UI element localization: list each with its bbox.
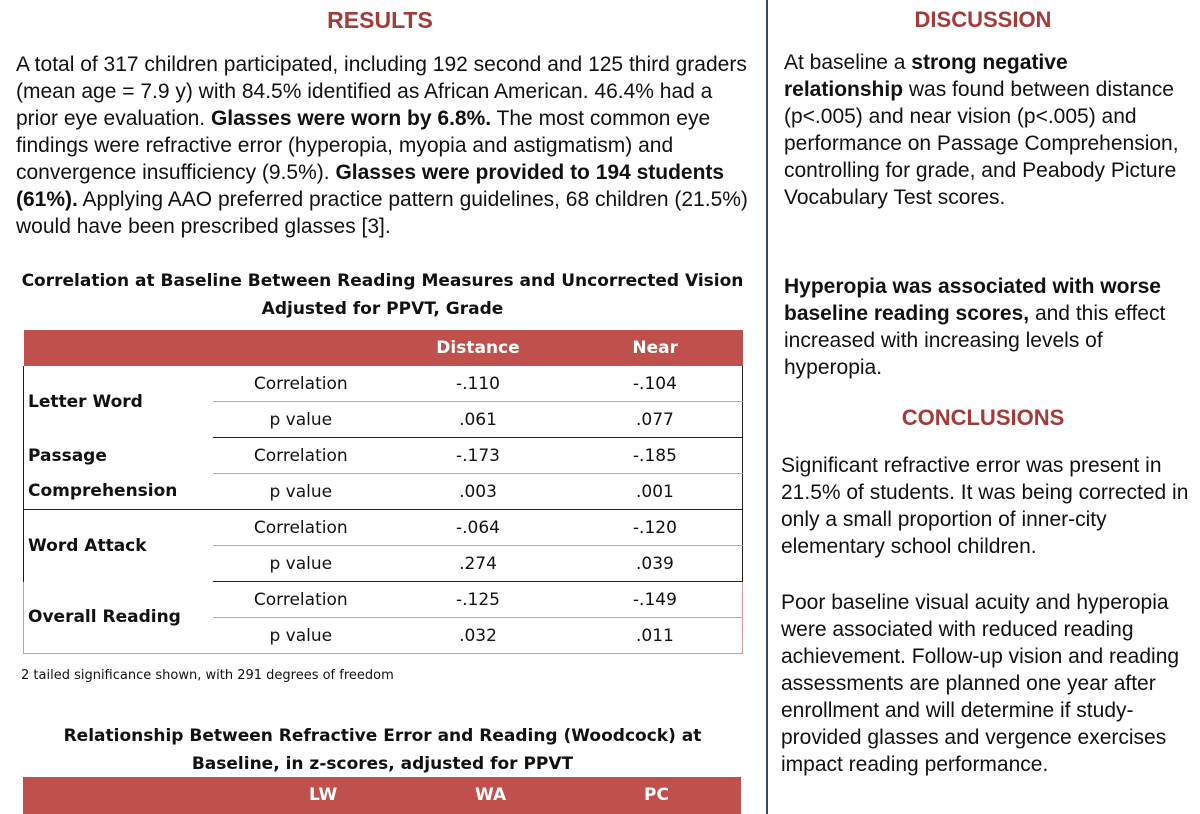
conclusions-paragraph-2: Poor baseline visual acuity and hyperopia were associated with reduced reading achievement. Follow-up vision and reading assessments are planned one year after enrollment and will determine if study-provided glasses and vergence exercises impact reading performance. — [781, 591, 1180, 776]
discussion-column — [778, 0, 1198, 814]
results-paragraph — [16, 51, 751, 240]
measure-letter-word: Letter Word — [24, 366, 214, 438]
table-row: p value .032 .011 — [24, 618, 743, 654]
table-row: p value .061 .077 — [24, 402, 743, 438]
column-divider — [766, 0, 768, 814]
table1-title-line2: Adjusted for PPVT, Grade — [261, 299, 504, 319]
discussion-bold-hyperopia: Hyperopia was associated with worse baseline reading scores, — [784, 275, 1161, 325]
measure-overall-reading: Overall Reading — [24, 582, 214, 654]
table2-title-line2: Baseline, in z-scores, adjusted for PPVT — [191, 754, 574, 774]
results-text-3: Applying AAO preferred practice pattern guidelines, 68 children (21.5%) would have been prescribed glasses [3]. — [16, 188, 748, 238]
results-text-1: A total of 317 children participated, including 192 second and 125 third graders (mean age = 7.9 y) with 84.5% identified as African American. 46.4% had a prior eye evaluation. — [16, 53, 747, 130]
measure-passage-comprehension-line1: Passage — [24, 438, 214, 474]
discussion-paragraph-2: Hyperopia was associated with worse baseline reading scores, and this effect increased with increasing levels of hyperopia. — [784, 275, 1166, 379]
table-row: p value .274 .039 — [24, 546, 743, 582]
table-row: Passage Correlation -.173 -.185 — [24, 438, 743, 474]
results-bold-glasses-worn: Glasses were worn by 6.8%. — [210, 107, 492, 130]
table2-title-line1: Relationship Between Refractive Error and Reading (Woodcock) at — [63, 726, 702, 746]
table-row: Overall Reading Correlation -.125 -.149 — [24, 582, 743, 618]
correlation-table — [23, 330, 743, 654]
col-lw: LW — [309, 785, 338, 805]
measure-word-attack: Word Attack — [24, 510, 214, 582]
conclusions-paragraph-1: Significant refractive error was present in 21.5% of students. It was being corrected in only a small proportion of inner-city elementary school children. — [781, 454, 1189, 558]
col-near: Near — [568, 330, 743, 366]
discussion-heading: DISCUSSION — [914, 7, 1052, 32]
col-pc: PC — [644, 785, 669, 805]
conclusions-heading: CONCLUSIONS — [901, 405, 1065, 430]
table1-footnote: 2 tailed significance shown, with 291 degrees of freedom — [21, 668, 394, 683]
results-bold-glasses-provided: Glasses were provided to 194 students (61%). — [16, 161, 725, 211]
col-wa: WA — [475, 785, 507, 805]
table1-title — [10, 267, 755, 323]
discussion-paragraph-1: At baseline a strong negative relationship was found between distance (p<.005) and near vision (p<.005) and performance on Passage Comprehension, controlling for grade, and Peabody Picture Vocabulary Test scores. — [784, 51, 1179, 209]
table-row: Comprehension p value .003 .001 — [24, 474, 743, 510]
table2-header-row — [23, 777, 741, 814]
table-header-row — [24, 330, 743, 366]
results-text-2: The most common eye findings were refractive error (hyperopia, myopia and astigmatism) and convergence insufficiency (9.5%). — [16, 107, 711, 184]
discussion-bold-strong-negative: strong negative relationship — [784, 51, 1068, 101]
measure-passage-comprehension-line2: Comprehension — [24, 474, 214, 510]
table1-title-line1: Correlation at Baseline Between Reading Measures and Uncorrected Vision — [21, 271, 744, 291]
results-heading: RESULTS — [327, 7, 433, 33]
col-distance: Distance — [388, 330, 568, 366]
table2-title — [10, 722, 755, 778]
table-row: Word Attack Correlation -.064 -.120 — [24, 510, 743, 546]
table-row: Letter Word Correlation -.110 -.104 — [24, 366, 743, 402]
